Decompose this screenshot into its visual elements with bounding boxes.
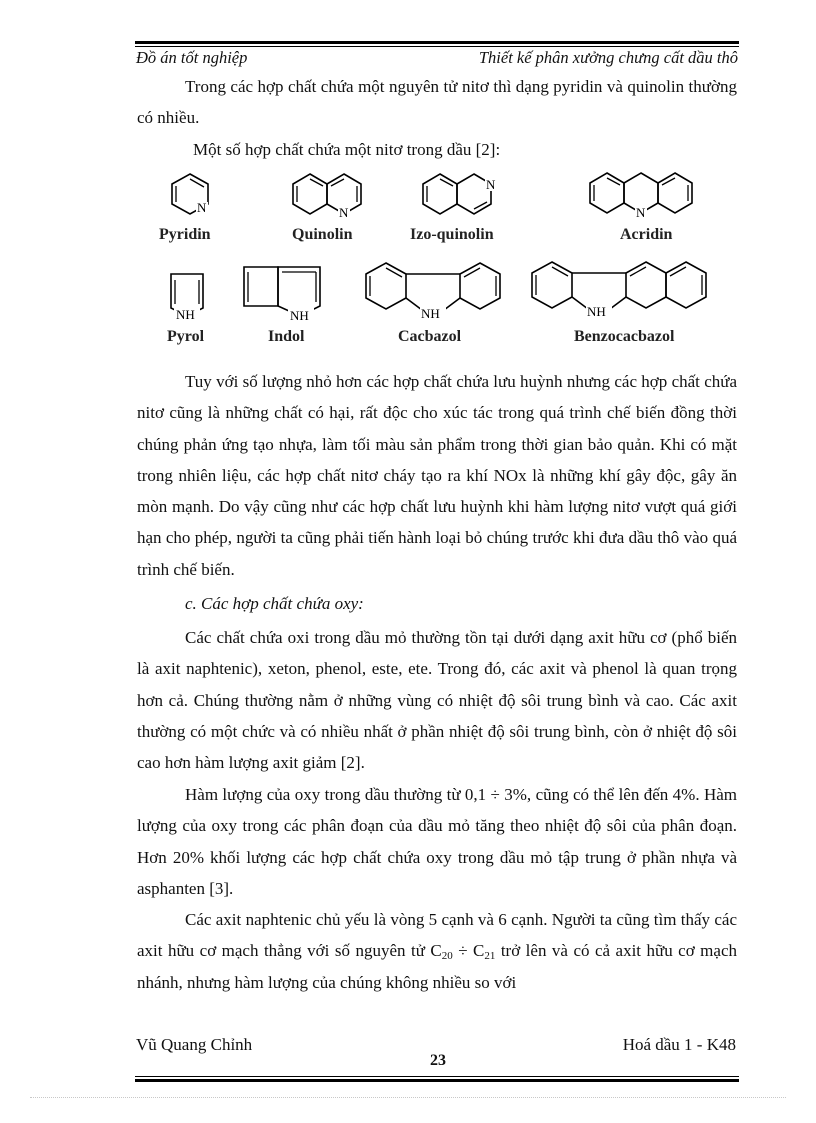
- structure-quinolin: [285, 170, 375, 222]
- svg-text:NH: NH: [587, 304, 606, 319]
- footer-author: Vũ Quang Chỉnh: [136, 1035, 253, 1054]
- svg-text:NH: NH: [290, 308, 309, 323]
- izo-quinolin-drawing: [415, 170, 505, 222]
- structure-pyrol: [162, 270, 212, 324]
- quinolin-drawing: [285, 170, 375, 222]
- paragraph-oxygen-content: Hàm lượng của oxy trong dầu thường từ 0,1 ÷ 3%, cũng có thể lên đến 4%. Hàm lượng của oxy trong các phân đoạn của dầu mỏ tăng theo nhiệt độ sôi của phân đoạn. Hơn 20% khối lượng các hợp chất chứa oxy trong dầu mỏ tập trung ở phần nhựa và asphanten [3].: [137, 785, 737, 898]
- benzocacbazol-drawing: [528, 256, 728, 324]
- svg-text:NH: NH: [176, 307, 195, 322]
- label-quinolin: Quinolin: [292, 226, 353, 243]
- indol-drawing: [240, 262, 340, 324]
- page-edge-divider: [30, 1097, 786, 1098]
- svg-text:NH: NH: [421, 306, 440, 321]
- pyrol-drawing: [162, 270, 212, 324]
- footer-class: Hoá dầu 1 - K48: [622, 1035, 736, 1054]
- header-right: Thiết kế phân xưởng chưng cất dầu thô: [478, 48, 738, 67]
- svg-text:N: N: [339, 205, 349, 220]
- structure-indol: [240, 262, 340, 324]
- structure-acridin: [584, 168, 704, 222]
- subscript-20: 20: [441, 950, 453, 963]
- svg-text:N: N: [197, 200, 207, 215]
- label-pyridin: Pyridin: [159, 226, 211, 243]
- naphtenic-text-a: Các axit naphtenic chủ yếu là vòng 5 cạnh và 6 cạnh. Người ta cũng tìm thấy các axit hữu cơ mạch thẳng với số nguyên tử C: [137, 910, 737, 961]
- label-pyrol: Pyrol: [167, 328, 205, 345]
- header-rule-thin: [135, 46, 739, 47]
- subscript-21: 21: [484, 950, 496, 963]
- footer-rule-thick: [135, 1079, 739, 1082]
- paragraph-naphtenic-acids: [137, 904, 737, 998]
- label-izo-quinolin: Izo-quinolin: [410, 226, 494, 243]
- naphtenic-text-b: ÷ C: [452, 941, 485, 961]
- naphtenic-text-c: trở lên và có cả axit hữu cơ mạch nhánh, nhưng hàm lượng của chúng không nhiều so với: [137, 941, 737, 992]
- paragraph-oxygen-forms: Các chất chứa oxi trong dầu mỏ thường tồn tại dưới dạng axit hữu cơ (phổ biến là axit naphtenic), xeton, phenol, este, ete. Trong đó, các axit và phenol là quan trọng hơn cả. Chúng thường nằm ở những vùng có nhiệt độ sôi trung bình và cao. Các axit thường có một chức và có nhiều nhất ở phần nhiệt độ sôi trung bình, còn ở nhiệt độ sôi cao hơn hàm lượng axit giảm [2].: [137, 628, 737, 773]
- svg-text:N: N: [486, 177, 496, 192]
- structure-cacbazol: [362, 258, 512, 324]
- svg-text:N: N: [636, 205, 646, 220]
- header-left: Đồ án tốt nghiệp: [136, 48, 248, 67]
- label-indol: Indol: [268, 328, 305, 345]
- page-number: 23: [430, 1052, 446, 1069]
- paragraph-intro: Trong các hợp chất chứa một nguyên tử nitơ thì dạng pyridin và quinolin thường có nhiều.: [137, 77, 737, 128]
- label-cacbazol: Cacbazol: [398, 328, 462, 345]
- acridin-drawing: [584, 168, 704, 222]
- label-benzocacbazol: Benzocacbazol: [574, 328, 675, 345]
- structure-pyridin: [160, 170, 220, 222]
- structure-benzocacbazol: [528, 256, 728, 324]
- label-acridin: Acridin: [620, 226, 673, 243]
- footer-rule-thin: [135, 1076, 739, 1077]
- cacbazol-drawing: [362, 258, 512, 324]
- pyridin-drawing: [160, 170, 220, 222]
- structure-izo-quinolin: [415, 170, 505, 222]
- paragraph-structures-caption: Một số hợp chất chứa một nitơ trong dầu [2]:: [193, 140, 501, 159]
- subheading-oxygen-compounds: c. Các hợp chất chứa oxy:: [185, 594, 364, 613]
- header-rule-thick: [135, 41, 739, 44]
- paragraph-nitrogen-effects: Tuy với số lượng nhỏ hơn các hợp chất chứa lưu huỳnh nhưng các hợp chất chứa nitơ cũng là những chất có hại, rất độc cho xúc tác trong quá trình chế biến đồng thời chúng phản ứng tạo nhựa, làm tối màu sản phẩm trong thời gian bảo quản. Khi có mặt trong nhiên liệu, các hợp chất nitơ cháy tạo ra khí NOx là những khí gây độc, gây ăn mòn mạnh. Do vậy cũng như các hợp chất lưu huỳnh khi hàm lượng nitơ vượt quá giới hạn cho phép, người ta cũng phải tiến hành loại bỏ chúng trước khi đưa dầu thô vào quá trình chế biến.: [137, 372, 737, 579]
